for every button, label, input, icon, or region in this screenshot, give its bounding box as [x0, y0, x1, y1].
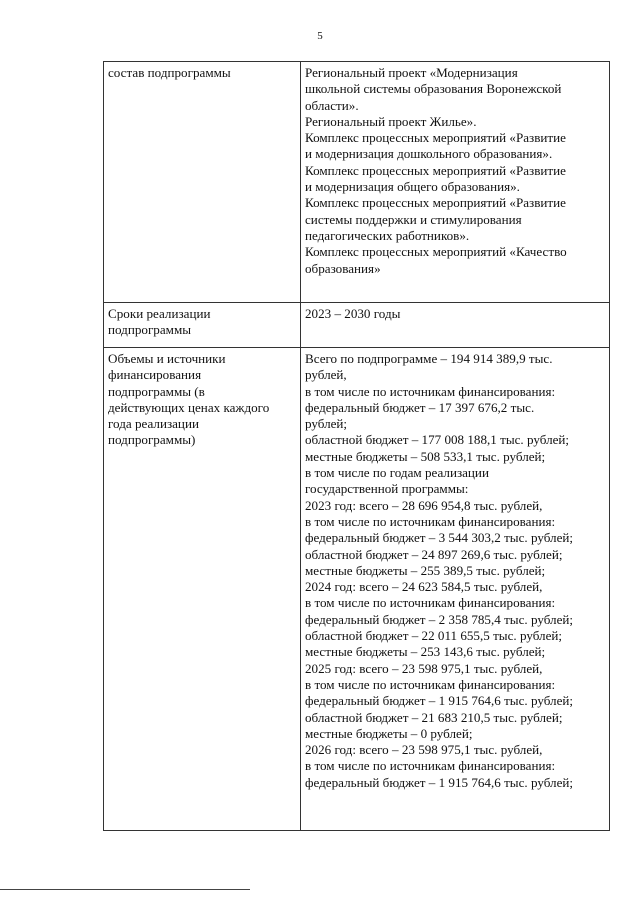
- content-line: Комплекс процессных мероприятий «Развитие: [305, 195, 566, 211]
- content-line: в том числе по источникам финансирования:: [305, 383, 556, 399]
- row-label-cell: [104, 348, 301, 831]
- content-line: Комплекс процессных мероприятий «Развитие: [305, 130, 566, 146]
- page-number: 5: [317, 30, 323, 42]
- content-line: рублей;: [305, 416, 348, 432]
- content-line: в том числе по источникам финансирования:: [305, 758, 556, 774]
- content-line: федеральный бюджет – 3 544 303,2 тыс. рублей;: [305, 530, 574, 546]
- content-line: Региональный проект Жилье».: [305, 113, 477, 129]
- label-line: состав подпрограммы: [108, 65, 231, 80]
- label-line: года реализации: [108, 416, 199, 432]
- content-line: 2023 – 2030 годы: [305, 306, 401, 321]
- content-line: областной бюджет – 177 008 188,1 тыс. рублей;: [305, 432, 570, 448]
- content-line: 2026 год: всего – 23 598 975,1 тыс. рублей,: [305, 742, 543, 758]
- label-line: Объемы и источники: [108, 351, 226, 366]
- row-content-cell: [301, 303, 610, 348]
- label-line: действующих ценах каждого: [108, 399, 270, 415]
- content-line: педагогических работников».: [305, 227, 470, 243]
- content-line: федеральный бюджет – 17 397 676,2 тыс.: [305, 399, 535, 415]
- content-line: в том числе по источникам финансирования:: [305, 676, 556, 692]
- content-line: системы поддержки и стимулирования: [305, 211, 522, 227]
- table-row: [104, 348, 610, 831]
- label-line: финансирования: [108, 367, 202, 383]
- table-row: [104, 62, 610, 303]
- row-label-cell: [104, 62, 301, 303]
- content-line: Комплекс процессных мероприятий «Качество: [305, 244, 567, 260]
- content-line: государственной программы:: [305, 481, 469, 497]
- content-line: в том числе по источникам финансирования:: [305, 513, 556, 529]
- content-line: рублей,: [305, 367, 347, 383]
- content-line: областной бюджет – 22 011 655,5 тыс. рублей;: [305, 628, 563, 644]
- content-line: в том числе по годам реализации: [305, 465, 489, 481]
- content-line: федеральный бюджет – 2 358 785,4 тыс. рублей;: [305, 611, 574, 627]
- label-line: подпрограммы (в: [108, 383, 205, 399]
- content-line: местные бюджеты – 0 рублей;: [305, 725, 473, 741]
- content-line: 2025 год: всего – 23 598 975,1 тыс. рублей,: [305, 660, 543, 676]
- content-line: федеральный бюджет – 1 915 764,6 тыс. рублей;: [305, 774, 574, 790]
- content-line: областной бюджет – 24 897 269,6 тыс. рублей;: [305, 546, 563, 562]
- content-line: местные бюджеты – 253 143,6 тыс. рублей;: [305, 644, 546, 660]
- content-line: местные бюджеты – 255 389,5 тыс. рублей;: [305, 562, 546, 578]
- content-line: федеральный бюджет – 1 915 764,6 тыс. рублей;: [305, 693, 574, 709]
- content-line: областной бюджет – 21 683 210,5 тыс. рублей;: [305, 709, 563, 725]
- content-line: и модернизация дошкольного образования».: [305, 146, 553, 162]
- content-line: и модернизация общего образования».: [305, 179, 520, 195]
- subprogram-passport-table: [103, 61, 610, 831]
- content-line: 2024 год: всего – 24 623 584,5 тыс. рублей,: [305, 579, 543, 595]
- table-row: [104, 303, 610, 348]
- content-line: образования»: [305, 260, 381, 276]
- row-label-cell: [104, 303, 301, 348]
- footnote-divider: [0, 889, 250, 890]
- content-line: области».: [305, 97, 359, 113]
- label-line: подпрограммы): [108, 432, 196, 448]
- content-line: в том числе по источникам финансирования:: [305, 595, 556, 611]
- content-line: местные бюджеты – 508 533,1 тыс. рублей;: [305, 448, 546, 464]
- content-line: Региональный проект «Модернизация: [305, 65, 518, 80]
- content-line: Всего по подпрограмме – 194 914 389,9 тыс.: [305, 351, 553, 366]
- row-content-cell: [301, 62, 610, 303]
- label-line: подпрограммы: [108, 322, 192, 338]
- table-body: [104, 62, 610, 831]
- label-line: Сроки реализации: [108, 306, 211, 321]
- content-line: Комплекс процессных мероприятий «Развитие: [305, 162, 566, 178]
- content-line: 2023 год: всего – 28 696 954,8 тыс. рублей,: [305, 497, 543, 513]
- content-line: школьной системы образования Воронежской: [305, 81, 562, 97]
- row-content-cell: [301, 348, 610, 831]
